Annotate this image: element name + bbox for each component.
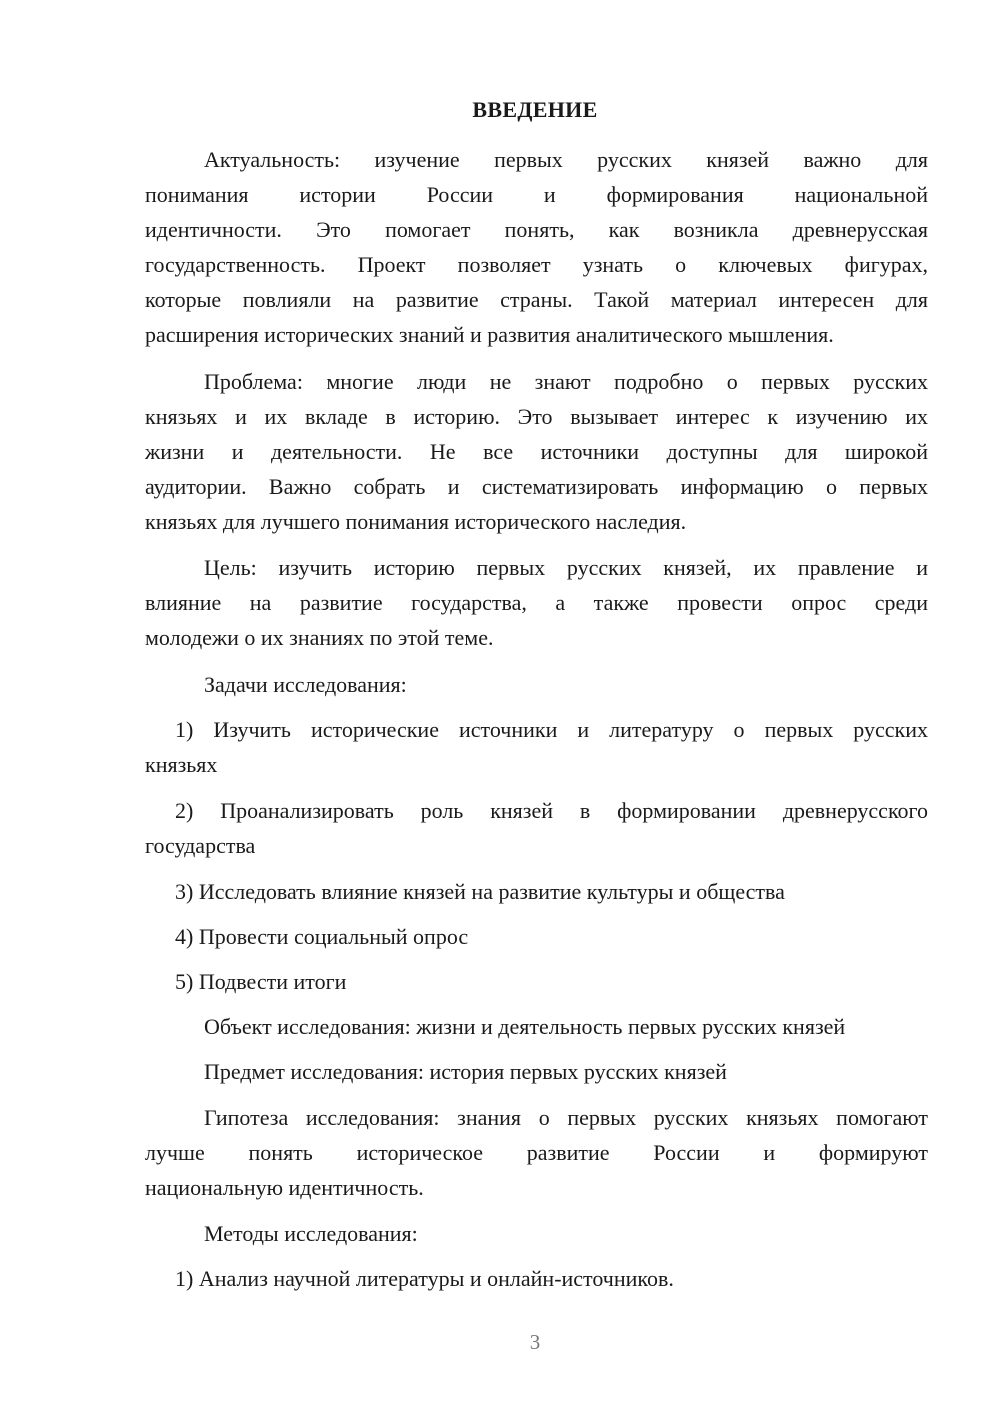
paragraph-subject bbox=[145, 1054, 928, 1089]
text-line: 5) Подвести итоги bbox=[175, 969, 347, 994]
text-line: князьях и их вкладе в историю. Это вызывает интерес к изучению их bbox=[145, 404, 928, 429]
text-line: которые повлияли на развитие страны. Такой материал интересен для bbox=[145, 287, 928, 312]
text-line: государственность. Проект позволяет узнать о ключевых фигурах, bbox=[145, 252, 928, 277]
text-line: Гипотеза исследования: знания о первых русских князьях помогают bbox=[204, 1105, 928, 1130]
text-line: аудитории. Важно собрать и систематизировать информацию о первых bbox=[145, 474, 928, 499]
tasks-heading bbox=[145, 667, 928, 702]
text-line: национальную идентичность. bbox=[145, 1175, 424, 1200]
text-line: Проблема: многие люди не знают подробно о первых русских bbox=[204, 369, 928, 394]
methods-heading bbox=[145, 1216, 928, 1251]
task-item-4 bbox=[145, 919, 928, 954]
task-item-2 bbox=[145, 793, 928, 863]
text-line: влияние на развитие государства, а также провести опрос среди bbox=[145, 590, 928, 615]
page-number: 3 bbox=[529, 1330, 541, 1354]
task-item-1 bbox=[145, 712, 928, 782]
text-line: идентичности. Это помогает понять, как возникла древнерусская bbox=[145, 217, 928, 242]
text-line: 4) Провести социальный опрос bbox=[175, 924, 469, 949]
task-item-5 bbox=[145, 964, 928, 999]
text-line: Объект исследования: жизни и деятельность первых русских князей bbox=[204, 1014, 846, 1039]
paragraph-actuality bbox=[145, 142, 928, 352]
text-line: 3) Исследовать влияние князей на развитие культуры и общества bbox=[175, 879, 785, 904]
text-line: жизни и деятельности. Не все источники доступны для широкой bbox=[145, 439, 928, 464]
task-item-3 bbox=[145, 874, 928, 909]
section-heading: ВВЕДЕНИЕ bbox=[472, 97, 598, 122]
paragraph-goal bbox=[145, 550, 928, 655]
text-line: Цель: изучить историю первых русских князей, их правление и bbox=[204, 555, 928, 580]
text-line: князьях bbox=[145, 752, 218, 777]
text-line: лучше понять историческое развитие России и формируют bbox=[145, 1140, 928, 1165]
text-line: 1) Изучить исторические источники и литературу о первых русских bbox=[175, 717, 928, 742]
methods-heading-text: Методы исследования: bbox=[204, 1221, 418, 1246]
text-line: расширения исторических знаний и развития аналитического мышления. bbox=[145, 322, 834, 347]
paragraph-object bbox=[145, 1009, 928, 1044]
text-line: князьях для лучшего понимания исторического наследия. bbox=[145, 509, 687, 534]
method-item-1 bbox=[145, 1261, 928, 1296]
paragraph-problem bbox=[145, 364, 928, 539]
text-line: молодежи о их знаниях по этой теме. bbox=[145, 625, 494, 650]
paragraph-hypothesis bbox=[145, 1100, 928, 1205]
text-line: 1) Анализ научной литературы и онлайн-источников. bbox=[175, 1266, 674, 1291]
text-line: Предмет исследования: история первых русских князей bbox=[204, 1059, 727, 1084]
text-line: понимания истории России и формирования национальной bbox=[145, 182, 928, 207]
text-line: государства bbox=[145, 833, 256, 858]
tasks-heading-text: Задачи исследования: bbox=[204, 672, 407, 697]
text-line: Актуальность: изучение первых русских князей важно для bbox=[204, 147, 928, 172]
text-line: 2) Проанализировать роль князей в формировании древнерусского bbox=[175, 798, 928, 823]
